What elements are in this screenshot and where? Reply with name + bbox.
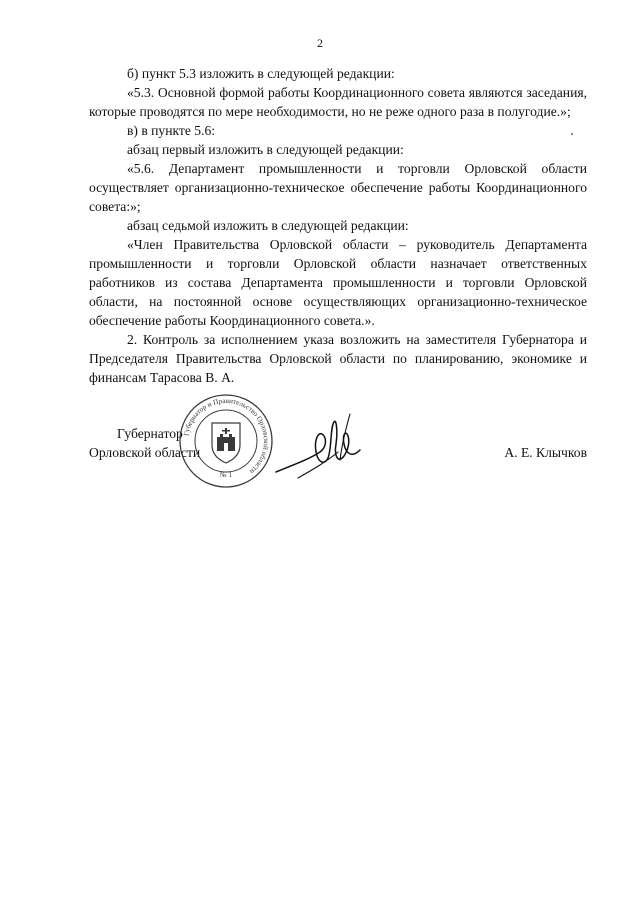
signatory-name: А. Е. Клычков bbox=[504, 445, 587, 460]
document-body bbox=[89, 64, 587, 387]
signatory-title-line-2: Орловской области bbox=[89, 445, 201, 460]
paragraph-member-quote: «Член Правительства Орловской области – руководитель Департамента промышленности и торговли Орловской области назначает ответственных работников из состава Департамента промышленности и торговли Орловской области, на постоянной основе осуществляющих организационно-техническое обеспечение работы Координационного совета.». bbox=[89, 237, 587, 328]
handwritten-signature-icon bbox=[268, 400, 368, 495]
official-seal-icon bbox=[178, 393, 274, 489]
seal-text: Губернатор и Правительство Орловской области bbox=[182, 396, 271, 476]
page-number: 2 bbox=[317, 36, 323, 50]
paragraph-item-v: в) в пункте 5.6: bbox=[127, 123, 216, 138]
paragraph-clause-5-3: «5.3. Основной формой работы Координационного совета являются заседания, которые проводятся по мере необходимости, но не реже одного раза в полугодие.»; bbox=[89, 85, 587, 119]
paragraph-item-b: б) пункт 5.3 изложить в следующей редакции: bbox=[127, 66, 395, 81]
seal-number: № 1 bbox=[220, 471, 232, 479]
paragraph-clause-5-6: «5.6. Департамент промышленности и торговли Орловской области осуществляет организационно-техническое обеспечение работы Координационного совета:»; bbox=[89, 161, 587, 214]
paragraph-control-clause: 2. Контроль за исполнением указа возложить на заместителя Губернатора и Председателя Правительства Орловской области по планированию, экономике и финансам Тарасова В. А. bbox=[89, 332, 587, 385]
paragraph-first-abzac: абзац первый изложить в следующей редакции: bbox=[127, 142, 404, 157]
signatory-title-line-1: Губернатор bbox=[117, 426, 183, 441]
paragraph-seventh-abzac: абзац седьмой изложить в следующей редакции: bbox=[127, 218, 409, 233]
